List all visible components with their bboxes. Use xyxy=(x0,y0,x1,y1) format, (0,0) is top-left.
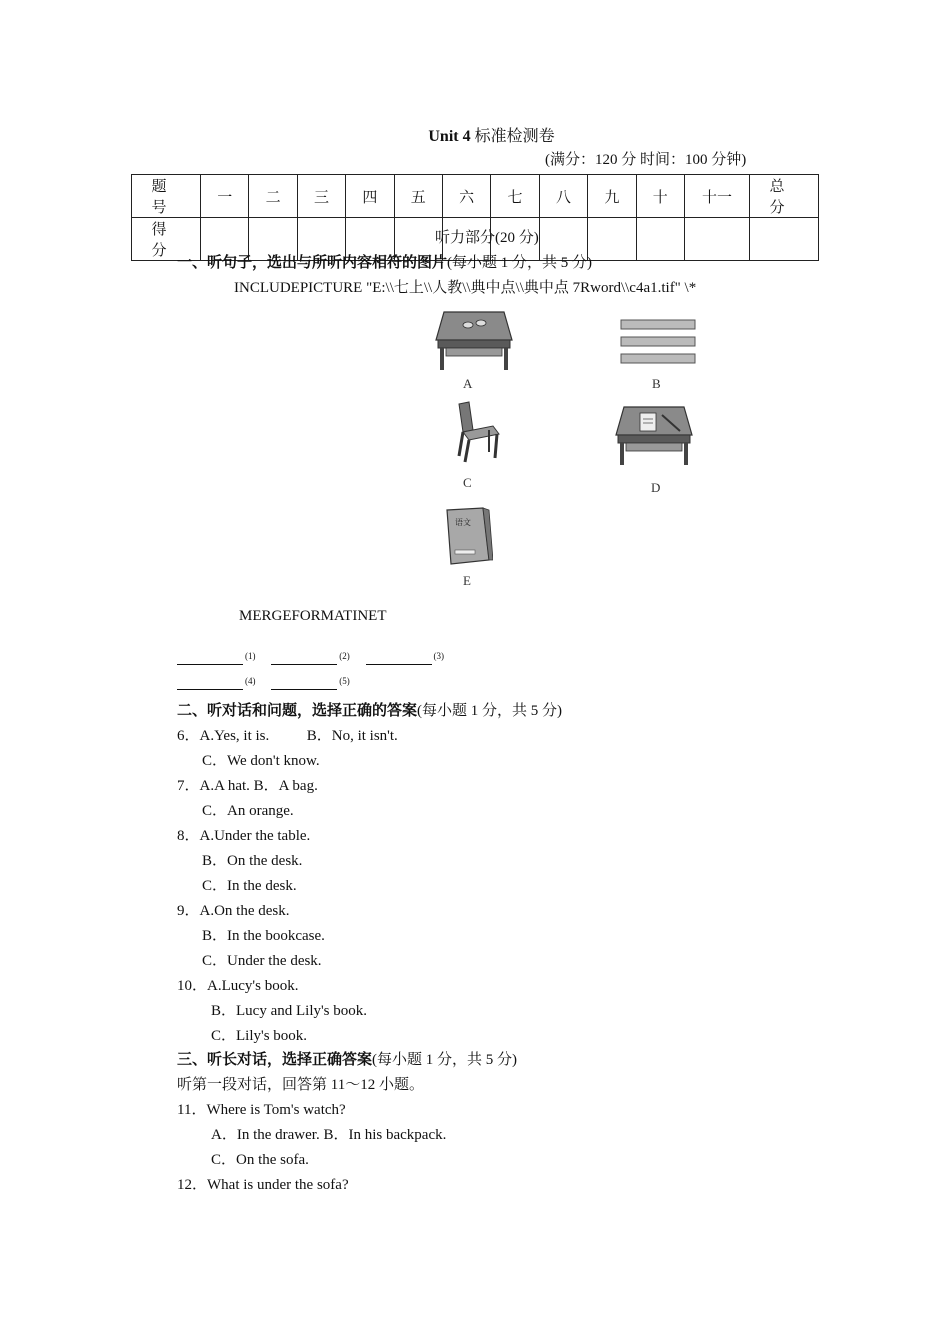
section1-note: (每小题 1 分，共 5 分) xyxy=(447,255,593,271)
score-input-total[interactable] xyxy=(750,218,819,261)
picture-d-label: D xyxy=(651,480,661,495)
q9-line: 9．A.On the desk. xyxy=(177,903,290,919)
picture-d-desk-book-icon xyxy=(614,405,694,467)
score-input-10[interactable] xyxy=(636,218,684,261)
score-input-11[interactable] xyxy=(685,218,750,261)
picture-c-chair-icon xyxy=(449,400,505,466)
cell-8: 八 xyxy=(539,175,587,218)
answer-blank-1[interactable] xyxy=(177,652,243,665)
q10-line: 10．A.Lucy's book. xyxy=(177,978,299,994)
score-input-9[interactable] xyxy=(588,218,636,261)
section2-note: (每小题 1 分，共 5 分) xyxy=(417,703,563,719)
q6-line: 6．A.Yes, it is. B．No, it isn't. xyxy=(177,728,398,744)
cell-11: 十一 xyxy=(685,175,750,218)
q8-option-b: B．On the desk. xyxy=(202,853,303,869)
q11-line: 11．Where is Tom's watch? xyxy=(177,1102,346,1118)
cell-label: 题 号 xyxy=(132,175,201,218)
exam-meta: (满分：120 分 时间：100 分钟) xyxy=(545,152,747,168)
title-unit: Unit 4 xyxy=(428,128,471,145)
cell-10: 十 xyxy=(636,175,684,218)
answer-blank-4[interactable] xyxy=(177,677,243,690)
blank-index-5: (5) xyxy=(339,676,350,686)
picture-e-label: E xyxy=(463,573,471,588)
q9-option-b: B．In the bookcase. xyxy=(202,928,325,944)
q7-line: 7．A.A hat. B．A bag. xyxy=(177,778,318,794)
cell-4: 四 xyxy=(346,175,394,218)
picture-c-label: C xyxy=(463,475,472,490)
q11-options-ab: A．In the drawer. B．In his backpack. xyxy=(211,1127,447,1143)
cell-9: 九 xyxy=(588,175,636,218)
page-title xyxy=(0,129,950,145)
section1-title-text: 一、听句子，选出与所听内容相符的图片 xyxy=(177,255,448,271)
q12-line: 12．What is under the sofa? xyxy=(177,1177,349,1193)
q10-option-b: B．Lucy and Lily's book. xyxy=(211,1003,368,1019)
cell-6: 六 xyxy=(442,175,490,218)
section3-title xyxy=(177,1053,517,1068)
section1-title xyxy=(177,256,592,271)
picture-e-book-text: 语文 xyxy=(455,518,471,527)
section3-note: (每小题 1 分，共 5 分) xyxy=(372,1052,518,1068)
answer-blank-2[interactable] xyxy=(271,652,337,665)
blank-index-2: (2) xyxy=(339,651,350,661)
picture-a-desk-icon xyxy=(434,310,514,372)
q10-option-c: C．Lily's book. xyxy=(211,1028,308,1044)
blank-index-3: (3) xyxy=(433,651,444,661)
picture-b-label: B xyxy=(652,376,661,391)
section3-title-text: 三、听长对话，选择正确答案 xyxy=(177,1052,373,1068)
cell-1: 一 xyxy=(201,175,249,218)
cell-3: 三 xyxy=(297,175,345,218)
cell-2: 二 xyxy=(249,175,297,218)
mergeformat-field: MERGEFORMATINET xyxy=(239,608,387,624)
q9-option-c: C．Under the desk. xyxy=(202,953,322,969)
answer-blanks-row-2 xyxy=(177,677,350,694)
q7-option-c: C．An orange. xyxy=(202,803,294,819)
cell-5: 五 xyxy=(394,175,442,218)
blank-index-1: (1) xyxy=(245,651,256,661)
listening-heading: 听力部分(20 分) xyxy=(435,230,539,246)
cell-7: 七 xyxy=(491,175,539,218)
section2-title-text: 二、听对话和问题，选择正确的答案 xyxy=(177,703,418,719)
section2-title xyxy=(177,704,562,719)
score-table-header-row xyxy=(132,175,819,218)
picture-a-label: A xyxy=(463,376,473,391)
q11-option-c: C．On the sofa. xyxy=(211,1152,309,1168)
answer-blank-5[interactable] xyxy=(271,677,337,690)
q6-option-c: C．We don't know. xyxy=(202,753,320,769)
section3-intro: 听第一段对话，回答第 11～12 小题。 xyxy=(177,1077,424,1093)
answer-blank-3[interactable] xyxy=(366,652,432,665)
title-rest: 标准检测卷 xyxy=(470,128,555,145)
include-picture-field: INCLUDEPICTURE "E:\\七上\\人教\\典中点\\典中点 7Rword\\c4a1.tif" \* xyxy=(234,280,697,296)
blank-index-4: (4) xyxy=(245,676,256,686)
picture-e-book-icon xyxy=(441,506,493,566)
cell-total: 总 分 xyxy=(750,175,819,218)
q8-line: 8．A.Under the table. xyxy=(177,828,311,844)
q8-option-c: C．In the desk. xyxy=(202,878,297,894)
answer-blanks-row-1 xyxy=(177,652,444,669)
picture-b-rulers-icon xyxy=(619,318,697,368)
cell-score-label: 得 分 xyxy=(132,218,201,261)
score-table xyxy=(131,174,819,261)
